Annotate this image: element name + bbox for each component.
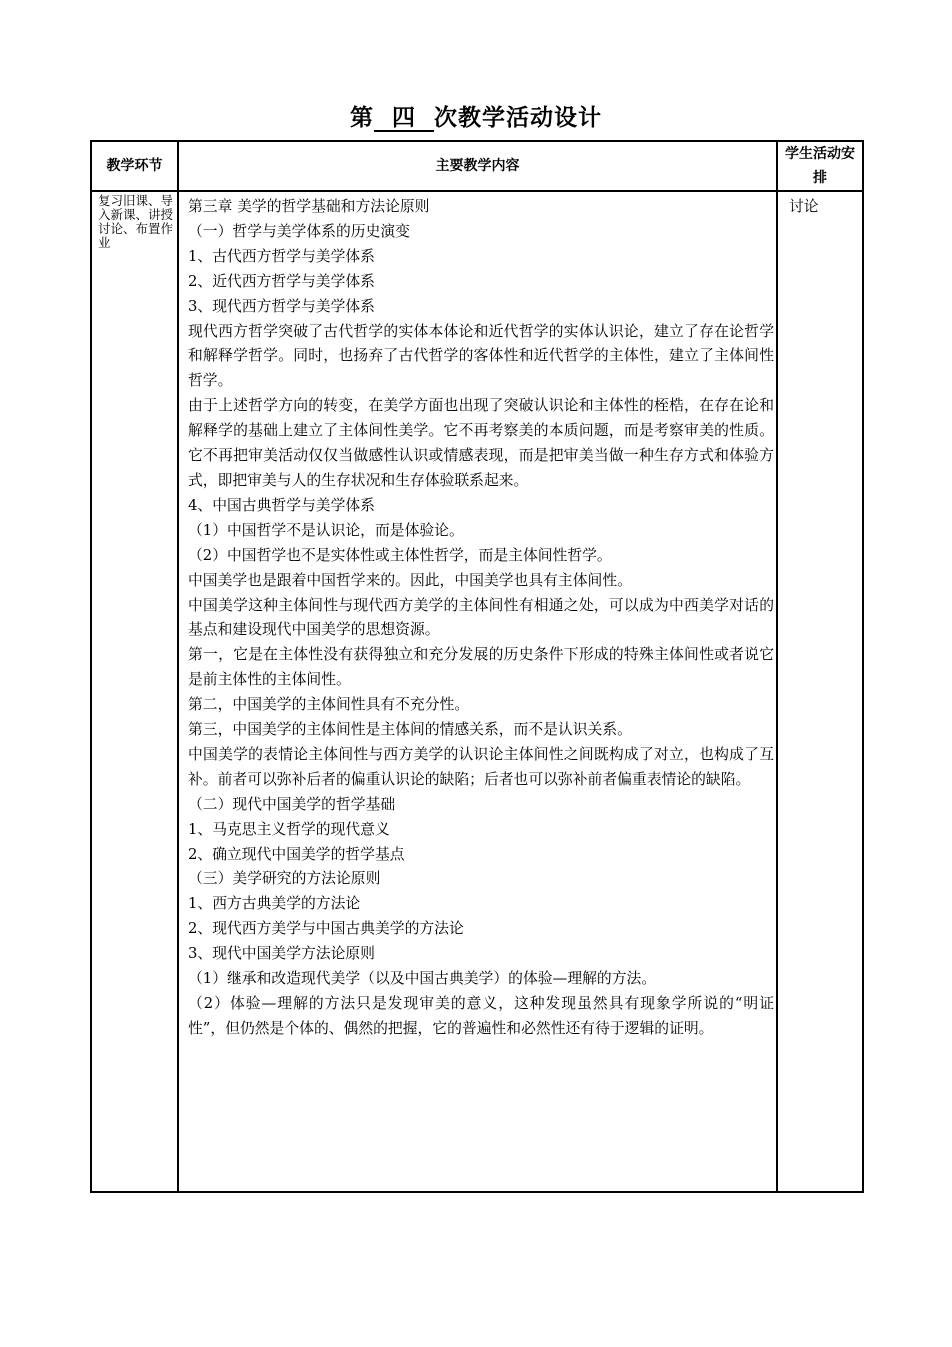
content-line: （一）哲学与美学体系的历史演变 [188, 222, 410, 240]
header-content: 主要教学内容 [435, 158, 520, 174]
content-line: 由于上述哲学方向的转变，在美学方面也出现了突破认识论和主体性的桎梏，在存在论和解释学的基础上建立了主体间性美学。它不再考察美的本质问题，而是考察审美的性质。它不再把审美活动仅仅当做感性认识或情感表现，而是把审美当做一种生存方式和体验方式，即把审美与人的生存状况和生存体验联系起来。 [188, 397, 774, 489]
header-divider [92, 190, 862, 192]
content-line: 现代西方哲学突破了古代哲学的实体本体论和近代哲学的实体认识论，建立了存在论哲学和解释学哲学。同时，也扬弃了古代哲学的客体性和近代哲学的主体性，建立了主体间性哲学。 [188, 322, 774, 390]
page-title [0, 98, 952, 138]
content-line: 第一，它是在主体性没有获得独立和充分发展的历史条件下形成的特殊主体间性或者说它是前主体性的主体间性。 [188, 646, 774, 689]
content-line: 1、马克思主义哲学的现代意义 [188, 820, 390, 838]
content-cell [188, 195, 774, 1042]
content-line: 3、现代中国美学方法论原则 [188, 945, 375, 963]
content-line: 中国美学这种主体间性与现代西方美学的主体间性有相通之处，可以成为中西美学对话的基点和建设现代中国美学的思想资源。 [188, 596, 774, 639]
title-number: 四 [392, 105, 416, 131]
header-activity: 学生活动安排 [785, 146, 855, 186]
column-divider [776, 142, 778, 1191]
content-line: 4、中国古典哲学与美学体系 [188, 496, 375, 514]
stage-cell: 复习旧课、导入新课、讲授讨论、布置作业 [98, 193, 174, 250]
content-line: （1）继承和改造现代美学（以及中国古典美学）的体验—理解的方法。 [188, 970, 657, 988]
content-line: （1）中国哲学不是认识论，而是体验论。 [188, 521, 464, 539]
content-line: 中国美学的表情论主体间性与西方美学的认识论主体间性之间既构成了对立，也构成了互补。前者可以弥补后者的偏重认识论的缺陷；后者也可以弥补前者偏重表情论的缺陷。 [188, 745, 774, 788]
lesson-table [90, 140, 864, 1193]
column-divider [177, 142, 179, 1191]
activity-cell: 讨论 [789, 198, 819, 215]
header-stage: 教学环节 [106, 158, 163, 174]
content-line: （2）中国哲学也不是实体性或主体性哲学，而是主体间性哲学。 [188, 546, 612, 564]
content-line: 2、现代西方美学与中国古典美学的方法论 [188, 920, 464, 938]
content-line: （2）体验—理解的方法只是发现审美的意义，这种发现虽然具有现象学所说的“明证性”，但仍然是个体的、偶然的把握，它的普遍性和必然性还有待于逻辑的证明。 [188, 995, 774, 1037]
content-line: 中国美学也是跟着中国哲学来的。因此，中国美学也具有主体间性。 [188, 571, 632, 589]
content-line: 第三，中国美学的主体间性是主体间的情感关系，而不是认识关系。 [188, 721, 632, 739]
title-suffix: 次教学活动设计 [434, 105, 603, 131]
content-line: 1、古代西方哲学与美学体系 [188, 247, 375, 265]
content-line: 3、现代西方哲学与美学体系 [188, 297, 375, 315]
content-line: 2、近代西方哲学与美学体系 [188, 272, 375, 290]
title-prefix: 第 [349, 105, 374, 131]
content-line: （三）美学研究的方法论原则 [188, 870, 381, 888]
content-line: 2、确立现代中国美学的哲学基点 [188, 845, 405, 863]
content-line: 第二，中国美学的主体间性具有不充分性。 [188, 696, 470, 714]
content-line: 第三章 美学的哲学基础和方法论原则 [188, 198, 430, 215]
content-line: （二）现代中国美学的哲学基础 [188, 795, 396, 813]
content-line: 1、西方古典美学的方法论 [188, 895, 361, 913]
